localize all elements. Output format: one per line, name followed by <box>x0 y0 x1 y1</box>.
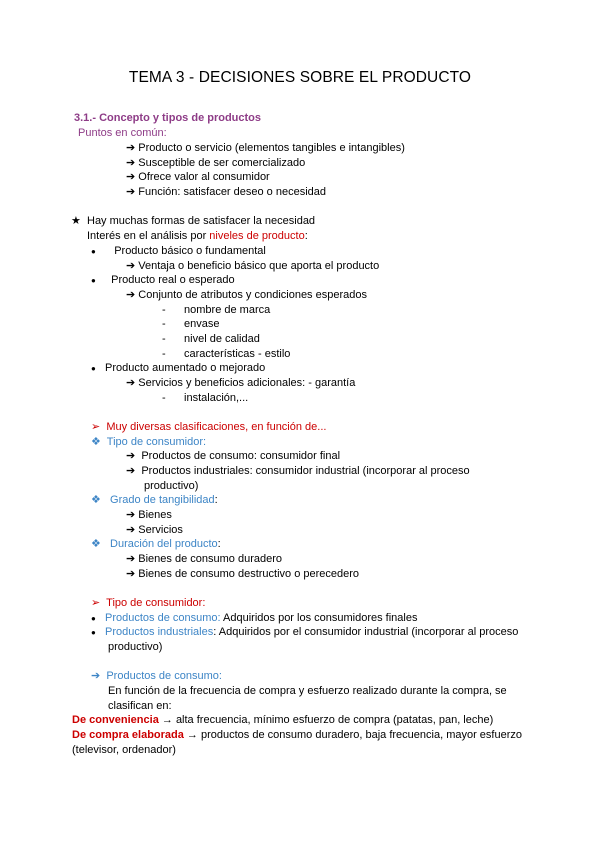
conveniencia-line: De conveniencia → alta frecuencia, mínimo esfuerzo de compra (patatas, pan, leche) <box>72 714 494 726</box>
arrow-icon: ➔ <box>126 450 136 462</box>
dash-icon: - <box>162 304 166 316</box>
list-item: ➔ Bienes de consumo destructivo o perecedero <box>126 568 360 580</box>
diamond-icon: ❖ <box>91 538 101 550</box>
list-item: ➔ Bienes de consumo duradero <box>126 553 282 565</box>
diamond-item: ❖ Grado de tangibilidad: <box>91 494 218 506</box>
dash-icon: - <box>162 318 166 330</box>
dash-item: - nombre de marca <box>162 304 271 316</box>
arrow-icon: ➔ <box>126 509 136 521</box>
list-item: ➔ Servicios y beneficios adicionales: - garantía <box>126 377 356 389</box>
arrow-icon: ➔ <box>126 186 136 198</box>
star-item: ★ Hay muchas formas de satisfacer la necesidad <box>71 215 316 227</box>
bullet-icon: ● <box>91 247 96 256</box>
clasificaciones-heading: ➢ Muy diversas clasificaciones, en función de... <box>91 421 327 433</box>
list-item: ➔ Productos industriales: consumidor industrial (incorporar al proceso <box>126 465 470 477</box>
list-item: ➔ Ventaja o beneficio básico que aporta el producto <box>126 260 380 272</box>
elaborada-line: De compra elaborada → productos de consumo duradero, baja frecuencia, mayor esfuerzo <box>72 729 523 741</box>
tipo-consumidor-heading: ➢ Tipo de consumidor: <box>91 597 206 609</box>
arrow-icon: ➔ <box>126 553 136 565</box>
bullet-icon: ● <box>91 614 96 623</box>
elaborada-continuation: (televisor, ordenador) <box>72 744 176 756</box>
paragraph-line: En función de la frecuencia de compra y esfuerzo realizado durante la compra, se <box>108 685 507 697</box>
bullet-item-continuation: productivo) <box>108 641 163 653</box>
list-item: ➔ Ofrece valor al consumidor <box>126 171 270 183</box>
list-item: ➔ Producto o servicio (elementos tangibles e intangibles) <box>126 142 405 154</box>
bullet-item: ● Producto real o esperado <box>91 274 235 286</box>
puntos-comun-heading: Puntos en común: <box>78 127 167 139</box>
arrow-icon: ➔ <box>126 289 136 301</box>
bullet-item: ● Producto aumentado o mejorado <box>91 362 266 374</box>
page-title: TEMA 3 - DECISIONES SOBRE EL PRODUCTO <box>128 69 472 86</box>
red-arrow-icon: ➢ <box>91 421 101 433</box>
list-item: ➔ Bienes <box>126 509 172 521</box>
dash-item: - nivel de calidad <box>162 333 260 345</box>
diamond-item: ❖ Duración del producto: <box>91 538 221 550</box>
diamond-item: ❖ Tipo de consumidor: <box>91 436 207 448</box>
arrow-icon: ➔ <box>126 377 136 389</box>
paragraph-line: clasifican en: <box>108 700 172 712</box>
bullet-item: ● Productos industriales: Adquiridos por el consumidor industrial (incorporar al proceso <box>91 626 519 638</box>
dash-item: - envase <box>162 318 220 330</box>
bullet-item: ● Producto básico o fundamental <box>91 245 266 257</box>
red-arrow-icon: ➢ <box>91 597 101 609</box>
list-item: ➔ Productos de consumo: consumidor final <box>126 450 341 462</box>
diamond-icon: ❖ <box>91 494 101 506</box>
bullet-icon: ● <box>91 628 96 637</box>
list-item: ➔ Susceptible de ser comercializado <box>126 157 306 169</box>
list-item: ➔ Función: satisfacer deseo o necesidad <box>126 186 327 198</box>
list-item: ➔ Servicios <box>126 524 183 536</box>
dash-icon: - <box>162 333 166 345</box>
arrow-icon: ➔ <box>126 142 136 154</box>
arrow-icon: ➔ <box>126 157 136 169</box>
arrow-icon: ➔ <box>126 524 136 536</box>
productos-consumo-heading: ➔ Productos de consumo: <box>91 670 222 682</box>
list-item: ➔ Conjunto de atributos y condiciones esperados <box>126 289 367 301</box>
arrow-icon: ➔ <box>91 670 101 682</box>
star-icon: ★ <box>71 215 81 227</box>
arrow-icon: ➔ <box>126 260 136 272</box>
niveles-intro: Interés en el análisis por niveles de producto: <box>87 230 308 242</box>
niveles-highlight: niveles de producto <box>209 230 305 242</box>
dash-icon: - <box>162 348 166 360</box>
dash-icon: - <box>162 392 166 404</box>
bullet-item: ● Productos de consumo: Adquiridos por los consumidores finales <box>91 612 418 624</box>
bullet-icon: ● <box>91 364 96 373</box>
bullet-icon: ● <box>91 276 96 285</box>
dash-item: - características - estilo <box>162 348 291 360</box>
arrow-icon: ➔ <box>126 171 136 183</box>
list-item-continuation: productivo) <box>144 480 199 492</box>
section-heading: 3.1.- Concepto y tipos de productos <box>74 112 262 124</box>
arrow-icon: ➔ <box>126 465 136 477</box>
arrow-icon: ➔ <box>126 568 136 580</box>
dash-item: - instalación,... <box>162 392 249 404</box>
diamond-icon: ❖ <box>91 436 101 448</box>
